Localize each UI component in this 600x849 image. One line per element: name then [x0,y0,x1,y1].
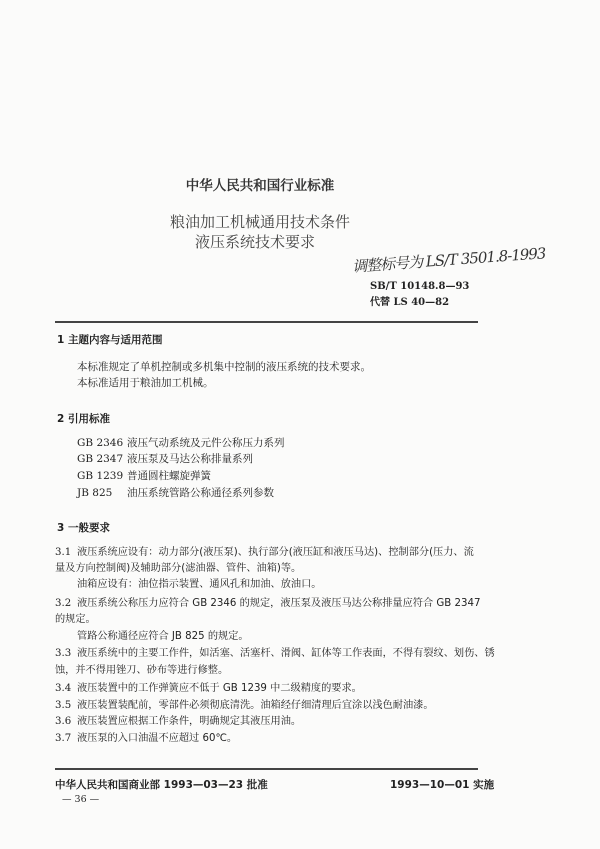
clause-3-2: 3.2 液压系统公称压力应符合 GB 2346 的规定，液压泵及液压马达公称排量应符合 GB 2347 [55,598,481,609]
clause-line: 管路公称通径应符合 JB 825 的规定。 [77,631,249,642]
footer-rule [55,768,478,770]
clause-3-4: 3.4 液压装置中的工作弹簧应不低于 GB 1239 中二级精度的要求。 [55,683,362,694]
replaces: 代替 LS 40—82 [370,297,450,308]
paragraph: 本标准规定了单机控制或多机集中控制的液压系统的技术要求。 [77,361,371,373]
title-line-1: 粮油加工机械通用技术条件 [169,213,350,231]
approval-line: 中华人民共和国商业部 1993—03—23 批准 [55,779,268,791]
page-number: — 36 — [62,794,100,805]
clause-line: 蚀，并不得用锉刀、砂布等进行修整。 [55,665,229,676]
section-3-heading: 3 一般要求 [57,522,110,534]
paragraph: 本标准适用于粮油加工机械。 [77,377,214,389]
standard-number: SB/T 10148.8—93 [370,281,470,292]
clause-line: 量及方向控制阀)及辅助部分(滤油器、管件、油箱)等。 [55,563,302,574]
clause-3-1: 3.1 液压系统应设有：动力部分(液压泵)、执行部分(液压缸和液压马达)、控制部分(压力、流 [55,547,474,558]
reference-item: JB 825 油压系统管路公称通径系列参数 [77,487,274,499]
clause-3-7: 3.7 液压泵的入口油温不应超过 60℃。 [55,733,238,744]
standard-category: 中华人民共和国行业标准 [185,178,335,194]
clause-3-3: 3.3 液压系统中的主要工作件，如活塞、活塞杆、滑阀、缸体等工作表面，不得有裂纹、划伤、锈 [55,648,495,659]
title-line-2: 液压系统技术要求 [194,233,315,251]
reference-item: GB 1239 普通圆柱螺旋弹簧 [77,470,211,482]
clause-line: 油箱应设有：油位指示装置、通风孔和加油、放油口。 [77,579,322,590]
handwritten-note: 调整标号为 LS/T 3501.8-1993 [351,244,546,276]
reference-item: GB 2347 液压泵及马达公称排量系列 [77,453,253,465]
reference-item: GB 2346 液压气动系统及元件公称压力系列 [77,437,285,449]
clause-3-5: 3.5 液压装置装配前，零部件必须彻底清洗。油箱经仔细清理后宜涂以浅色耐油漆。 [55,700,434,711]
clause-line: 的规定。 [55,614,96,625]
section-2-heading: 2 引用标准 [57,413,110,425]
clause-3-6: 3.6 液压装置应根据工作条件，明确规定其液压用油。 [55,716,302,727]
section-1-heading: 1 主题内容与适用范围 [57,334,163,346]
effective-date: 1993—10—01 实施 [390,779,495,791]
header-rule [55,321,478,323]
